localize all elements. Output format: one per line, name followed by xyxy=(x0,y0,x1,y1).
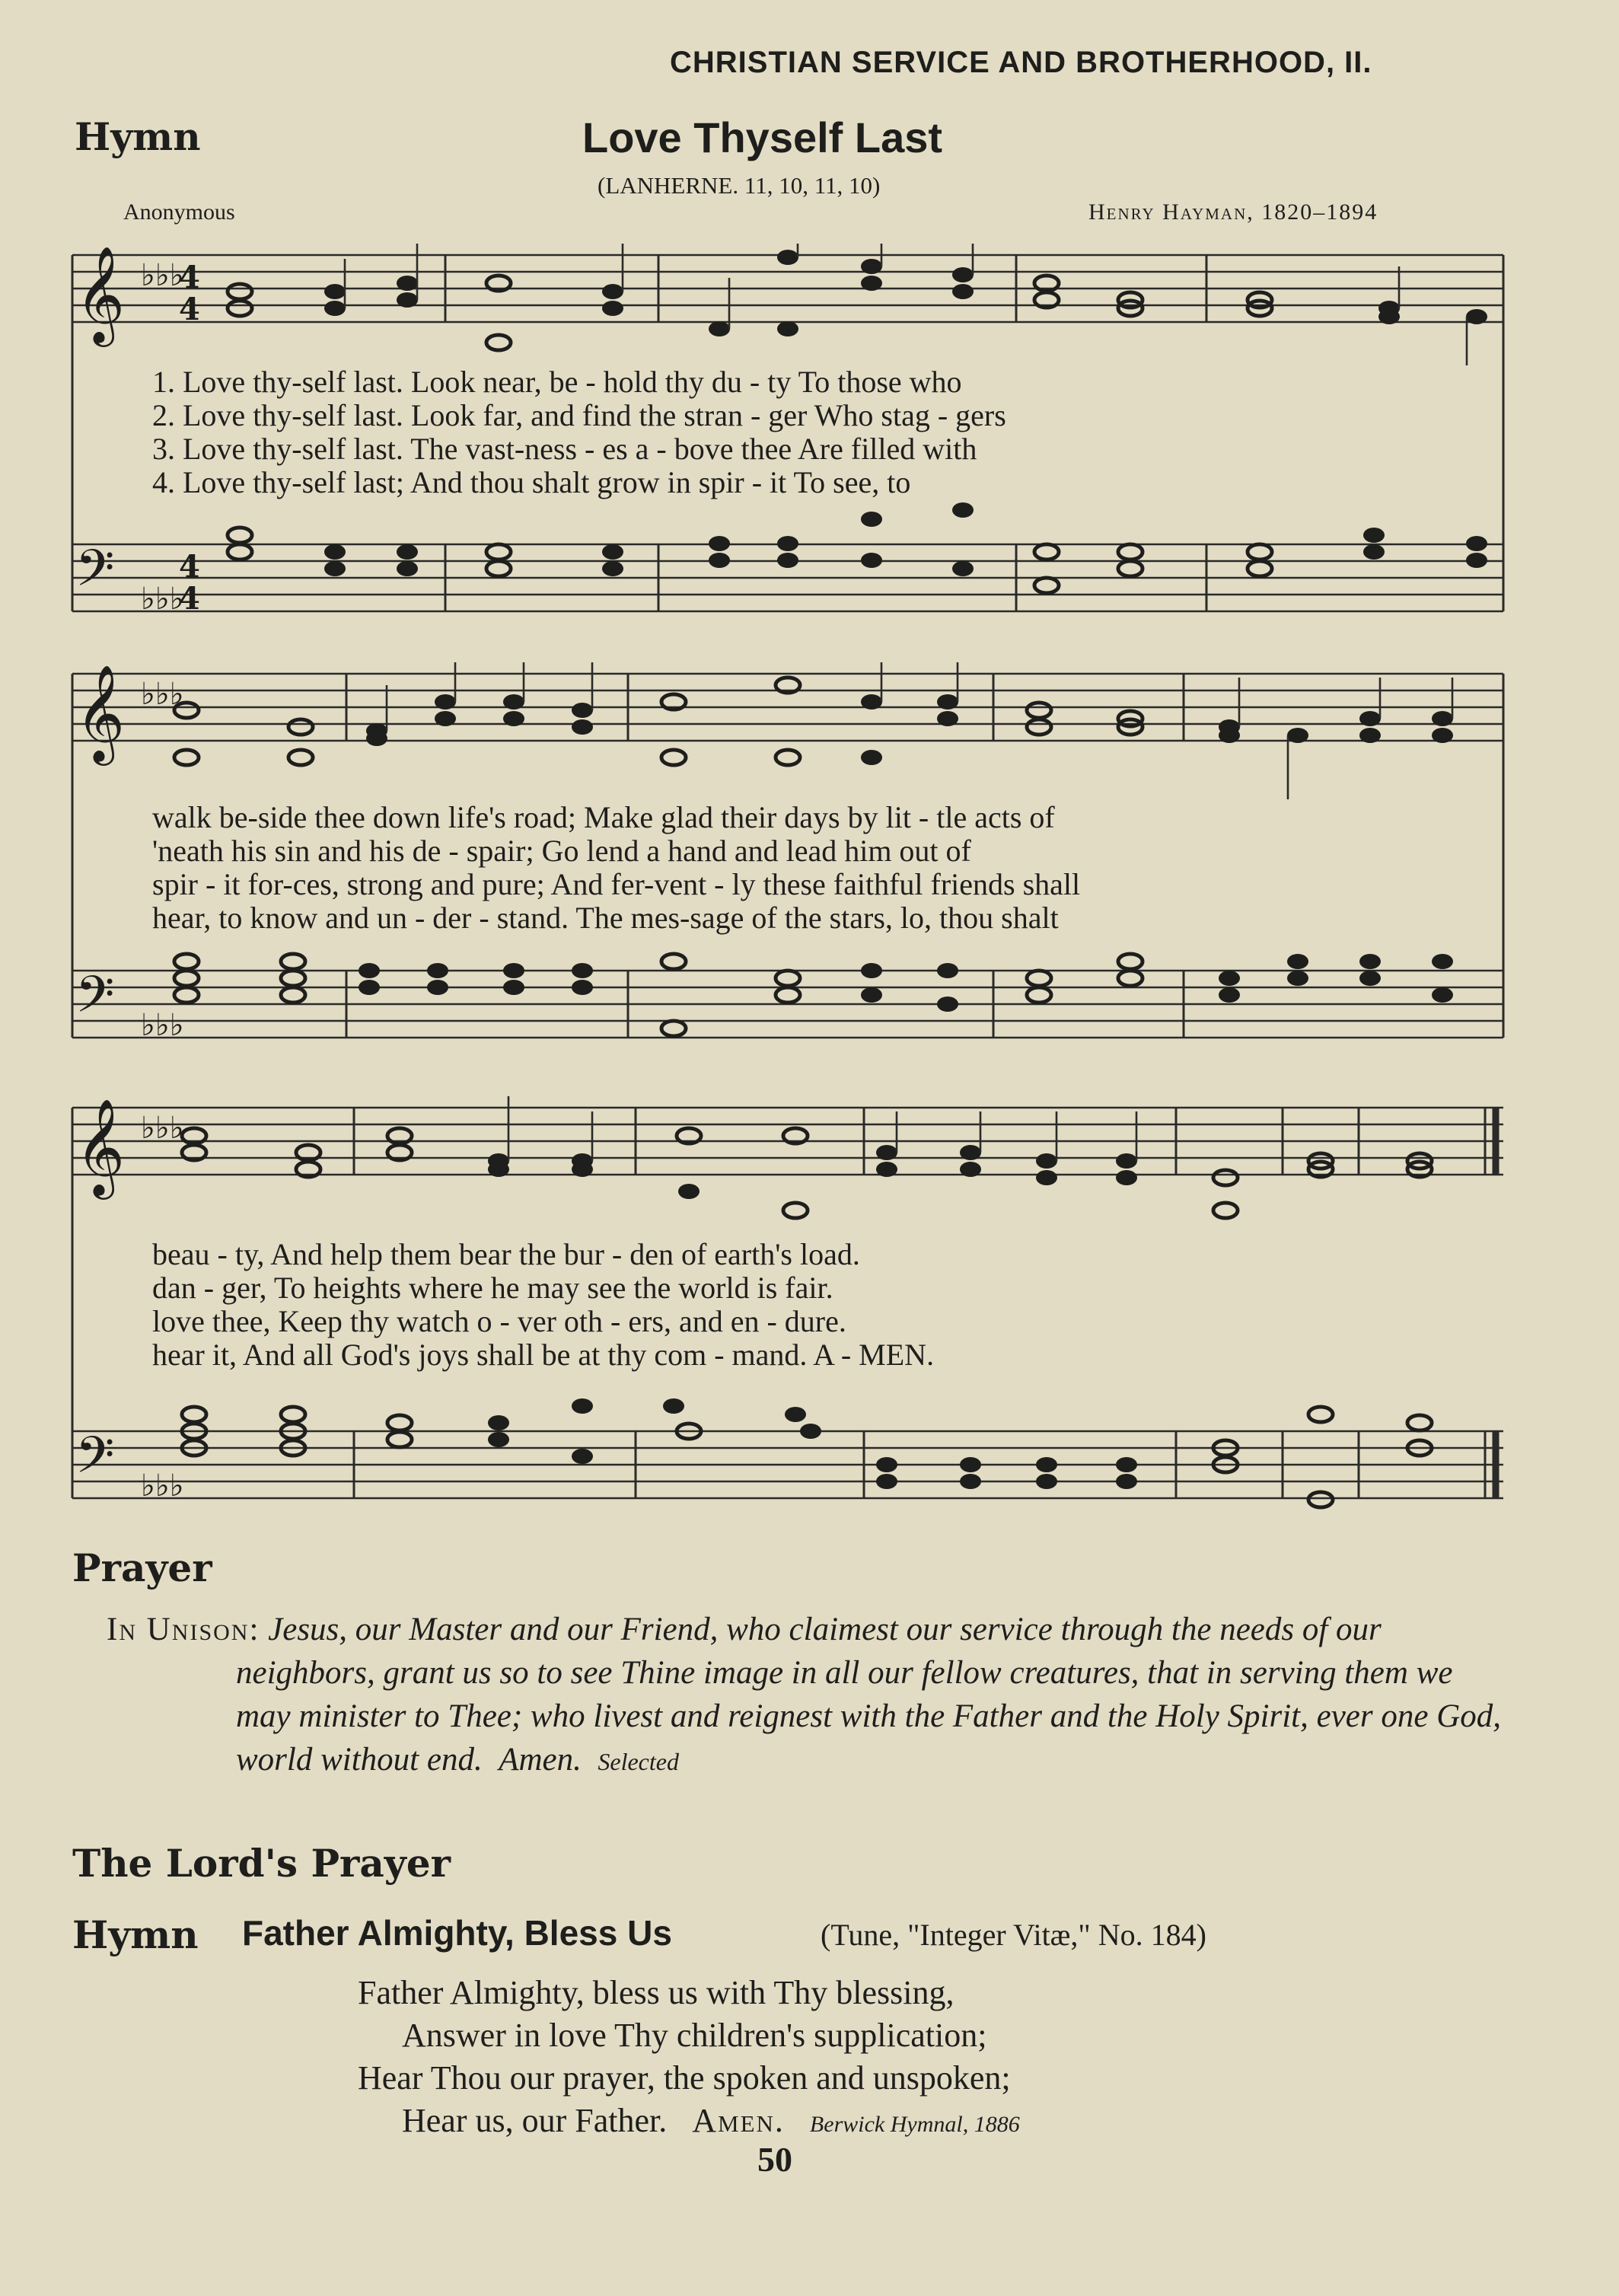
note-head xyxy=(324,544,346,560)
note-head xyxy=(1308,1492,1333,1507)
note-head xyxy=(1116,1153,1137,1169)
note-head xyxy=(1118,544,1143,560)
note-head xyxy=(661,1021,686,1036)
note-head xyxy=(783,1203,808,1218)
note-head xyxy=(572,1162,593,1177)
note-head xyxy=(486,544,511,560)
note-head xyxy=(709,321,730,336)
note-head xyxy=(174,750,199,765)
note-head xyxy=(937,997,958,1012)
verse-line: walk be-side thee down life's road; Make glad their days by lit - tle acts of xyxy=(152,800,1055,834)
note-head xyxy=(1308,1407,1333,1422)
hymn2-last-line xyxy=(402,2101,1020,2140)
key-signature-icon: ♭♭♭ xyxy=(141,1111,184,1146)
note-head xyxy=(1432,711,1453,726)
hymn-label: Hymn xyxy=(75,114,201,159)
note-head xyxy=(228,301,252,316)
note-head xyxy=(1432,728,1453,743)
note-head xyxy=(324,301,346,316)
author-left: Anonymous xyxy=(123,199,235,225)
note-head xyxy=(1034,544,1059,560)
note-head xyxy=(1118,954,1143,969)
note-head xyxy=(1287,954,1308,969)
prayer-amen: Amen. xyxy=(499,1742,582,1778)
verse-line: hear, to know and un - der - stand. The mes-sage of the stars, lo, thou shalt xyxy=(152,901,1059,935)
treble-clef-icon: 𝄞 xyxy=(75,664,126,761)
note-head xyxy=(1466,553,1487,568)
note-head xyxy=(503,963,524,978)
hymn2-label: Hymn xyxy=(72,1912,199,1957)
note-head xyxy=(960,1162,981,1177)
note-head xyxy=(1027,987,1051,1003)
bass-notes xyxy=(182,1398,1432,1507)
note-head xyxy=(776,987,800,1003)
author-right: Henry Hayman, 1820–1894 xyxy=(1088,199,1378,225)
note-head xyxy=(1118,561,1143,576)
note-head xyxy=(1248,561,1272,576)
note-head xyxy=(228,528,252,543)
note-head xyxy=(359,963,380,978)
note-head xyxy=(709,553,730,568)
note-head xyxy=(1027,971,1051,986)
note-head xyxy=(1363,544,1385,560)
music-symbol: 4 xyxy=(179,581,200,617)
note-head xyxy=(435,694,456,710)
note-head xyxy=(861,553,882,568)
lords-prayer-heading: The Lord's Prayer xyxy=(72,1841,451,1886)
note-head xyxy=(1219,971,1240,986)
note-head xyxy=(602,284,623,299)
key-signature-icon: ♭♭♭ xyxy=(141,677,184,712)
bass-clef-icon: 𝄢 xyxy=(75,965,115,1036)
treble-clef-icon: 𝄞 xyxy=(75,1098,126,1195)
verse-line: 1. Love thy-self last. Look near, be - hold thy du - ty To those who xyxy=(152,365,962,399)
note-head xyxy=(397,276,418,291)
hymn2-title: Father Almighty, Bless Us xyxy=(242,1913,672,1953)
note-head xyxy=(785,1407,806,1422)
bass-clef-icon: 𝄢 xyxy=(75,1426,115,1497)
note-head xyxy=(876,1474,897,1489)
note-head xyxy=(876,1457,897,1472)
note-head xyxy=(1359,711,1381,726)
note-head xyxy=(1432,987,1453,1003)
note-head xyxy=(678,1184,700,1199)
note-head xyxy=(876,1145,897,1160)
verse-line: 2. Love thy-self last. Look far, and find the stran - ger Who stag - gers xyxy=(152,398,1006,432)
prayer-heading: Prayer xyxy=(72,1545,212,1590)
note-head xyxy=(1034,578,1059,593)
hymn2-line: Father Almighty, bless us with Thy blessing, xyxy=(358,1974,955,2011)
bass-notes xyxy=(174,954,1453,1036)
note-head xyxy=(960,1474,981,1489)
note-head xyxy=(1248,544,1272,560)
note-head xyxy=(1036,1153,1057,1169)
note-head xyxy=(228,284,252,299)
note-head xyxy=(1027,703,1051,718)
hymn2-line: Hear Thou our prayer, the spoken and unspoken; xyxy=(358,2059,1011,2097)
note-head xyxy=(861,276,882,291)
note-head xyxy=(1359,728,1381,743)
note-head xyxy=(663,1398,684,1414)
note-head xyxy=(435,711,456,726)
note-head xyxy=(387,1432,412,1447)
note-head xyxy=(488,1162,509,1177)
bass-clef-icon: 𝄢 xyxy=(75,539,115,610)
note-head xyxy=(800,1424,821,1439)
note-head xyxy=(777,553,798,568)
note-head xyxy=(1378,309,1400,324)
note-head xyxy=(937,963,958,978)
note-head xyxy=(1466,536,1487,551)
note-head xyxy=(1219,987,1240,1003)
note-head xyxy=(174,971,199,986)
treble-notes xyxy=(174,662,1453,799)
prayer-block xyxy=(107,1608,1507,1784)
note-head xyxy=(1359,954,1381,969)
note-head xyxy=(427,980,448,995)
note-head xyxy=(503,711,524,726)
note-head xyxy=(1036,1170,1057,1185)
treble-staff xyxy=(72,674,1503,741)
note-head xyxy=(488,1432,509,1447)
note-head xyxy=(359,980,380,995)
note-head xyxy=(937,694,958,710)
hymn2-line: Hear us, our Father. xyxy=(402,2102,668,2139)
note-head xyxy=(572,1449,593,1464)
note-head xyxy=(1213,1203,1238,1218)
verse-line: hear it, And all God's joys shall be at thy com - mand. A - MEN. xyxy=(152,1338,935,1372)
note-head xyxy=(952,284,974,299)
note-head xyxy=(1407,1415,1432,1430)
note-head xyxy=(602,544,623,560)
note-head xyxy=(1432,954,1453,969)
note-head xyxy=(503,980,524,995)
music-symbol: ♭♭♭ xyxy=(141,582,184,617)
note-head xyxy=(324,561,346,576)
note-head xyxy=(503,694,524,710)
hymn2-source: Berwick Hymnal, 1886 xyxy=(809,2112,1020,2137)
note-head xyxy=(1036,1457,1057,1472)
verse-line: spir - it for-ces, strong and pure; And fer-vent - ly these faithful friends shall xyxy=(152,867,1081,901)
note-head xyxy=(281,954,305,969)
note-head xyxy=(281,987,305,1003)
note-head xyxy=(952,502,974,518)
note-head xyxy=(960,1145,981,1160)
verse-line: dan - ger, To heights where he may see the world is fair. xyxy=(152,1271,833,1305)
note-head xyxy=(776,971,800,986)
hymn2-amen: Amen. xyxy=(692,2102,785,2139)
music-symbol: ♭♭♭ xyxy=(141,1008,184,1043)
note-head xyxy=(937,711,958,726)
note-head xyxy=(397,292,418,308)
note-head xyxy=(288,719,313,735)
note-head xyxy=(1116,1170,1137,1185)
note-head xyxy=(397,561,418,576)
music-symbol: 4 xyxy=(179,549,200,585)
note-head xyxy=(174,987,199,1003)
note-head xyxy=(324,284,346,299)
verse-line: 4. Love thy-self last; And thou shalt grow in spir - it To see, to xyxy=(152,465,911,499)
treble-staff xyxy=(72,255,1503,322)
key-signature-icon: ♭♭♭ xyxy=(141,258,184,293)
note-head xyxy=(876,1162,897,1177)
note-head xyxy=(366,731,387,746)
music-symbol: ♭♭♭ xyxy=(141,1468,184,1504)
note-head xyxy=(952,267,974,282)
note-head xyxy=(1027,719,1051,735)
note-head xyxy=(572,980,593,995)
note-head xyxy=(182,1407,206,1422)
music-symbol: 4 xyxy=(179,292,200,327)
note-head xyxy=(952,561,974,576)
note-head xyxy=(1359,971,1381,986)
tune-name: (LANHERNE. 11, 10, 11, 10) xyxy=(598,172,881,199)
note-head xyxy=(397,544,418,560)
note-head xyxy=(1116,1474,1137,1489)
note-head xyxy=(602,561,623,576)
note-head xyxy=(776,750,800,765)
note-head xyxy=(1287,728,1308,743)
note-head xyxy=(486,335,511,350)
note-head xyxy=(861,512,882,527)
note-head xyxy=(861,963,882,978)
note-head xyxy=(861,259,882,274)
prayer-lead: In Unison: xyxy=(107,1612,260,1647)
treble-clef-icon: 𝄞 xyxy=(75,245,126,343)
note-head xyxy=(1363,528,1385,543)
note-head xyxy=(777,321,798,336)
prayer-source: Selected xyxy=(598,1748,679,1775)
bass-notes xyxy=(228,502,1487,593)
verse-line: beau - ty, And help them bear the bur - den of earth's load. xyxy=(152,1237,860,1271)
note-head xyxy=(1116,1457,1137,1472)
note-head xyxy=(777,536,798,551)
note-head xyxy=(1466,309,1487,324)
note-head xyxy=(572,963,593,978)
note-head xyxy=(387,1415,412,1430)
note-head xyxy=(1036,1474,1057,1489)
note-head xyxy=(572,703,593,718)
note-head xyxy=(861,750,882,765)
verse-line: love thee, Keep thy watch o - ver oth - ers, and en - dure. xyxy=(152,1304,846,1338)
note-head xyxy=(861,694,882,710)
note-head xyxy=(281,971,305,986)
page-number: 50 xyxy=(757,2140,792,2179)
music-symbol: 4 xyxy=(179,260,200,295)
note-head xyxy=(572,719,593,735)
hymn2-tune: (Tune, "Integer Vitæ," No. 184) xyxy=(821,1918,1206,1952)
note-head xyxy=(661,954,686,969)
note-head xyxy=(1287,971,1308,986)
verse-line: 3. Love thy-self last. The vast-ness - es a - bove thee Are filled with xyxy=(152,432,977,466)
note-head xyxy=(1219,728,1240,743)
note-head xyxy=(427,963,448,978)
prayer-text: Jesus, our Master and our Friend, who claimest our service through the needs of our neighbors, grant us so to see Thine image in all our fellow creatures, that in serving them we may minister to Thee; who livest and reignest with the Father and the Holy Spirit, ever one God, world without end. xyxy=(236,1612,1502,1778)
note-head xyxy=(602,301,623,316)
running-header: CHRISTIAN SERVICE AND BROTHERHOOD, II. xyxy=(670,46,1372,79)
note-head xyxy=(661,750,686,765)
note-head xyxy=(288,750,313,765)
note-head xyxy=(960,1457,981,1472)
verse-line: 'neath his sin and his de - spair; Go lend a hand and lead him out of xyxy=(152,834,971,868)
note-head xyxy=(486,561,511,576)
hymn-title: Love Thyself Last xyxy=(582,113,943,161)
note-head xyxy=(777,250,798,265)
note-head xyxy=(1118,971,1143,986)
note-head xyxy=(488,1415,509,1430)
note-head xyxy=(709,536,730,551)
note-head xyxy=(1213,1170,1238,1185)
note-head xyxy=(572,1398,593,1414)
note-head xyxy=(228,544,252,560)
note-head xyxy=(861,987,882,1003)
note-head xyxy=(281,1407,305,1422)
hymn2-line: Answer in love Thy children's supplication; xyxy=(402,2017,987,2054)
note-head xyxy=(174,954,199,969)
